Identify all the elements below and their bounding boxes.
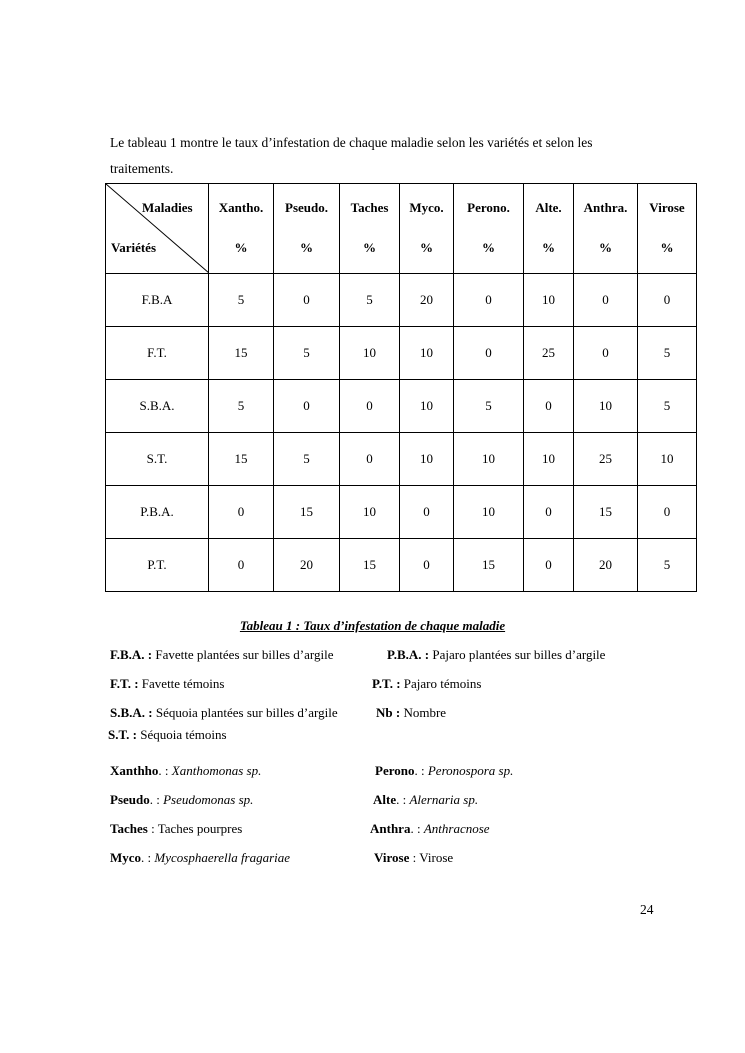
corner-label-varieties: Variétés — [111, 240, 157, 255]
column-unit: % — [420, 240, 433, 255]
value-cell: 25 — [524, 327, 574, 380]
value-cell: 0 — [454, 327, 524, 380]
value-cell: 0 — [209, 486, 274, 539]
value-cell: 10 — [524, 433, 574, 486]
column-label: Virose — [649, 200, 685, 215]
legend-ft: F.T. : Favette témoins — [110, 676, 225, 691]
diagonal-divider — [106, 184, 209, 273]
legend-st: S.T. : Séquoia témoins — [108, 727, 227, 742]
value-cell: 15 — [340, 539, 400, 592]
column-unit: % — [660, 240, 674, 255]
value-cell: 20 — [400, 274, 454, 327]
value-cell: 0 — [524, 486, 574, 539]
value-cell: 10 — [340, 327, 400, 380]
column-label: Xantho. — [218, 200, 264, 215]
value-cell: 0 — [340, 380, 400, 433]
value-cell: 0 — [524, 380, 574, 433]
column-label: Anthra. — [583, 200, 628, 215]
column-header — [454, 184, 524, 274]
column-unit: % — [300, 240, 313, 255]
value-cell: 10 — [340, 486, 400, 539]
legend-taches: Taches : Taches pourpres — [110, 821, 243, 836]
value-cell: 10 — [574, 380, 638, 433]
column-label: Alte. — [535, 200, 562, 215]
value-cell: 5 — [274, 327, 340, 380]
value-cell: 5 — [340, 274, 400, 327]
table-row — [106, 539, 697, 592]
legend-pseudo: Pseudo. : Pseudomonas sp. — [110, 792, 254, 807]
value-cell: 0 — [400, 539, 454, 592]
table-row — [106, 274, 697, 327]
value-cell: 0 — [274, 274, 340, 327]
legend-fba: F.B.A. : Favette plantées sur billes d’argile — [110, 647, 334, 662]
table-row — [106, 380, 697, 433]
value-cell: 15 — [274, 486, 340, 539]
intro-line-1: Le tableau 1 montre le taux d’infestation de chaque maladie selon les variétés et selon les — [110, 135, 593, 150]
value-cell: 5 — [638, 327, 697, 380]
value-cell: 15 — [209, 327, 274, 380]
legend-sba: S.B.A. : Séquoia plantées sur billes d’argile — [110, 705, 338, 720]
column-unit: % — [363, 240, 376, 255]
value-cell: 20 — [574, 539, 638, 592]
table-row — [106, 486, 697, 539]
value-cell: 5 — [209, 274, 274, 327]
column-unit: % — [542, 240, 555, 255]
column-label: Taches — [350, 200, 389, 215]
column-header — [340, 184, 400, 274]
legend-pt: P.T. : Pajaro témoins — [372, 676, 482, 691]
legend-virose: Virose : Virose — [374, 850, 454, 865]
variety-cell: F.B.A — [106, 274, 209, 327]
value-cell: 0 — [274, 380, 340, 433]
value-cell: 10 — [454, 433, 524, 486]
intro-line-2: traitements. — [110, 161, 174, 176]
column-header — [638, 184, 697, 274]
column-unit: % — [599, 240, 612, 255]
variety-cell: S.T. — [106, 433, 209, 486]
variety-cell: P.B.A. — [106, 486, 209, 539]
value-cell: 0 — [638, 486, 697, 539]
value-cell: 5 — [638, 380, 697, 433]
value-cell: 10 — [400, 433, 454, 486]
column-header — [400, 184, 454, 274]
corner-cell — [106, 184, 209, 274]
value-cell: 10 — [638, 433, 697, 486]
value-cell: 5 — [454, 380, 524, 433]
value-cell: 5 — [209, 380, 274, 433]
value-cell: 0 — [454, 274, 524, 327]
table-header-row — [106, 184, 697, 274]
legend-nb: Nb : Nombre — [376, 705, 447, 720]
value-cell: 20 — [274, 539, 340, 592]
value-cell: 10 — [400, 380, 454, 433]
variety-cell: S.B.A. — [106, 380, 209, 433]
legend-alte: Alte. : Alernaria sp. — [373, 792, 479, 807]
infestation-table — [105, 183, 697, 592]
value-cell: 0 — [340, 433, 400, 486]
corner-label-diseases: Maladies — [142, 200, 193, 215]
value-cell: 5 — [274, 433, 340, 486]
intro-paragraph — [110, 130, 656, 182]
legend-perono: Perono. : Peronospora sp. — [375, 763, 514, 778]
value-cell: 0 — [638, 274, 697, 327]
value-cell: 15 — [454, 539, 524, 592]
value-cell: 10 — [454, 486, 524, 539]
value-cell: 0 — [524, 539, 574, 592]
value-cell: 0 — [574, 327, 638, 380]
table-caption: Tableau 1 : Taux d’infestation de chaque maladie — [239, 618, 506, 633]
value-cell: 15 — [574, 486, 638, 539]
value-cell: 10 — [524, 274, 574, 327]
legend-pba: P.B.A. : Pajaro plantées sur billes d’argile — [387, 647, 606, 662]
value-cell: 0 — [400, 486, 454, 539]
legend-xantho: Xanthho. : Xanthomonas sp. — [110, 763, 262, 778]
variety-cell: F.T. — [106, 327, 209, 380]
variety-cell: P.T. — [106, 539, 209, 592]
legend-anthra: Anthra. : Anthracnose — [370, 821, 490, 836]
column-label: Pseudo. — [285, 200, 328, 215]
page-number: 24 — [640, 902, 654, 917]
value-cell: 25 — [574, 433, 638, 486]
table-row — [106, 327, 697, 380]
value-cell: 0 — [574, 274, 638, 327]
column-header — [574, 184, 638, 274]
value-cell: 5 — [638, 539, 697, 592]
value-cell: 0 — [209, 539, 274, 592]
column-unit: % — [482, 240, 495, 255]
value-cell: 15 — [209, 433, 274, 486]
column-label: Myco. — [409, 200, 444, 215]
column-label: Perono. — [467, 200, 510, 215]
column-header — [274, 184, 340, 274]
column-unit: % — [234, 240, 248, 255]
legend-myco: Myco. : Mycosphaerella fragariae — [110, 850, 291, 865]
column-header — [524, 184, 574, 274]
column-header — [209, 184, 274, 274]
table-row — [106, 433, 697, 486]
value-cell: 10 — [400, 327, 454, 380]
